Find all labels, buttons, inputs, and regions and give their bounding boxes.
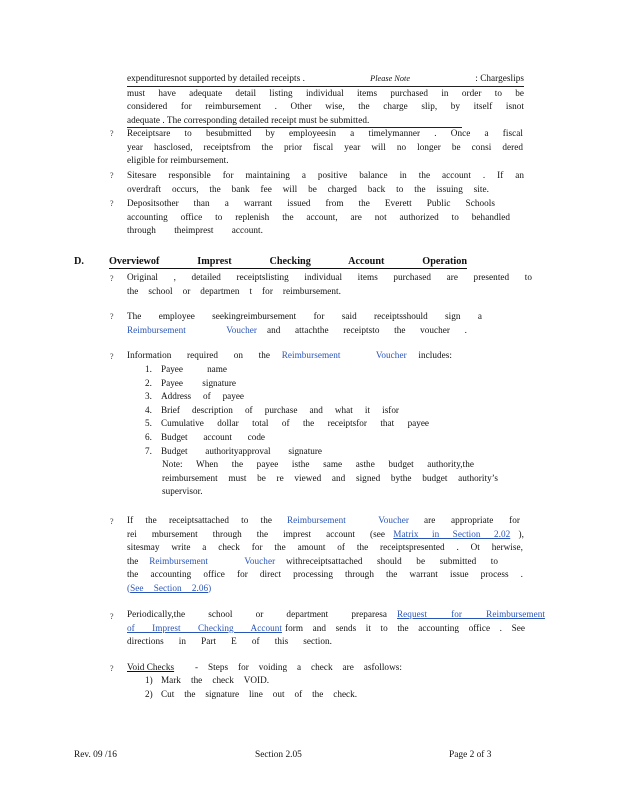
reimbursement-voucher-link[interactable]: Reimbursement Voucher — [287, 515, 409, 525]
top-paragraph-line-2: must have adequate detail listing individual items purchased in order to be — [127, 87, 524, 98]
bullet-icon: ? — [110, 612, 114, 621]
void-steps-list — [145, 674, 365, 701]
top-paragraph-line-3: considered for reimbursement . Other wise, the charge slip, by itself isnot — [127, 101, 524, 112]
reimbursement-voucher-link[interactable]: Reimbursement Voucher — [281, 350, 407, 360]
list-item: 1. Payee name — [145, 364, 227, 374]
section-title: Overviewof Imprest Checking Account Operation — [109, 256, 467, 267]
top-paragraph-line-1: expendituresnot supported by detailed receipts . Please Note : Chargeslips — [127, 72, 524, 87]
item-employee-sign: The employee seekingreimbursement for said receiptsshould sign a Reimbursement Voucher and attachthe receiptsto the voucher . — [127, 310, 482, 337]
information-note: Note: When the payee isthe same asthe budget authority,the reimbursement must be re viewed and signed bythe budget authority’s supervisor. — [162, 459, 498, 497]
list-item: 6. Budget account code — [145, 431, 265, 442]
list-item: 2. Payee signature — [145, 377, 236, 388]
item-periodically: Periodically,the school or department preparesa Request for Reimbursement of Imprest Checking Account form and sends it to the accounting office . See directions in Part E of this section. — [127, 609, 545, 647]
bullet-icon: ? — [110, 274, 114, 283]
bullet-deposits: Depositsother than a warrant issued from the Everett Public Schools accounting office to replenish the account, are not authorized to behandled through theimprest account. — [127, 198, 510, 236]
reimbursement-voucher-link[interactable]: Reimbursement Voucher — [127, 324, 257, 335]
bullet-icon: ? — [110, 171, 114, 180]
see-section-link[interactable]: See Section 2.06 — [130, 582, 209, 593]
footer-revision: Rev. 09 /16 — [74, 750, 117, 760]
bullet-icon: ? — [110, 352, 114, 361]
list-item: 1) Mark the check VOID. — [145, 675, 269, 685]
void-checks-label: Void Checks — [127, 662, 175, 672]
item-original-receipts: Original , detailed receiptslisting individual items purchased are presented to the school or departmen t for reimbursement. — [127, 272, 532, 296]
bullet-icon: ? — [110, 199, 114, 208]
item-void-checks: Void Checks - Steps for voiding a check are asfollows: — [127, 661, 402, 675]
bullet-receipts-timely: Receiptsare to besubmitted by employeesin a timelymanner . Once a fiscal year hasclosed, receiptsfrom the prior fiscal year will no longer be consi dered eligible for reimbursement. — [127, 128, 523, 166]
bullet-icon: ? — [110, 129, 114, 138]
item-if-receipts-attached: If the receiptsattached to the Reimbursement Voucher are appropriate for rei mbursement through the imprest account (see Matrix in Section 2.02 ), sitesmay write a check for the amount of the receiptspresented . Ot herwise, the Reimbursement Voucher withreceiptsattached should be submitted to the accounting office for direct processing through the warrant issue process . (See Section 2.06) — [127, 514, 523, 596]
footer-section: Section 2.05 — [255, 750, 302, 760]
reimbursement-voucher-link[interactable]: Reimbursement Voucher — [149, 555, 276, 566]
top-paragraph — [127, 72, 524, 128]
bullet-icon: ? — [110, 312, 114, 321]
list-item: 3. Address of payee — [145, 391, 244, 402]
item-information-required: Information required on the Reimbursement Voucher includes: — [127, 349, 452, 363]
list-item: 4. Brief description of purchase and what it isfor — [145, 404, 399, 415]
matrix-section-link[interactable]: Matrix in Section 2.02 — [393, 528, 511, 539]
section-letter: D. — [74, 256, 84, 267]
bullet-icon: ? — [110, 517, 114, 526]
list-item: 7. Budget authorityapproval signature — [145, 445, 322, 456]
request-reimbursement-link[interactable]: Request for Reimbursement — [397, 609, 545, 619]
list-item: 2) Cut the signature line out of the check. — [145, 688, 357, 699]
bullet-sites-responsible: Sitesare responsible for maintaining a positive balance in the account . If an overdraft occurs, the bank fee will be charged back to the issuing site. — [127, 170, 524, 194]
information-list — [145, 363, 485, 458]
top-paragraph-line-4: adequate . The corresponding detailed receipt must be submitted. — [127, 114, 462, 129]
list-item: 5. Cumulative dollar total of the receiptsfor that payee — [145, 418, 429, 429]
footer-page-number: Page 2 of 3 — [449, 750, 492, 760]
bullet-icon: ? — [110, 664, 114, 673]
request-reimbursement-link[interactable]: of Imprest Checking Account — [127, 622, 282, 633]
